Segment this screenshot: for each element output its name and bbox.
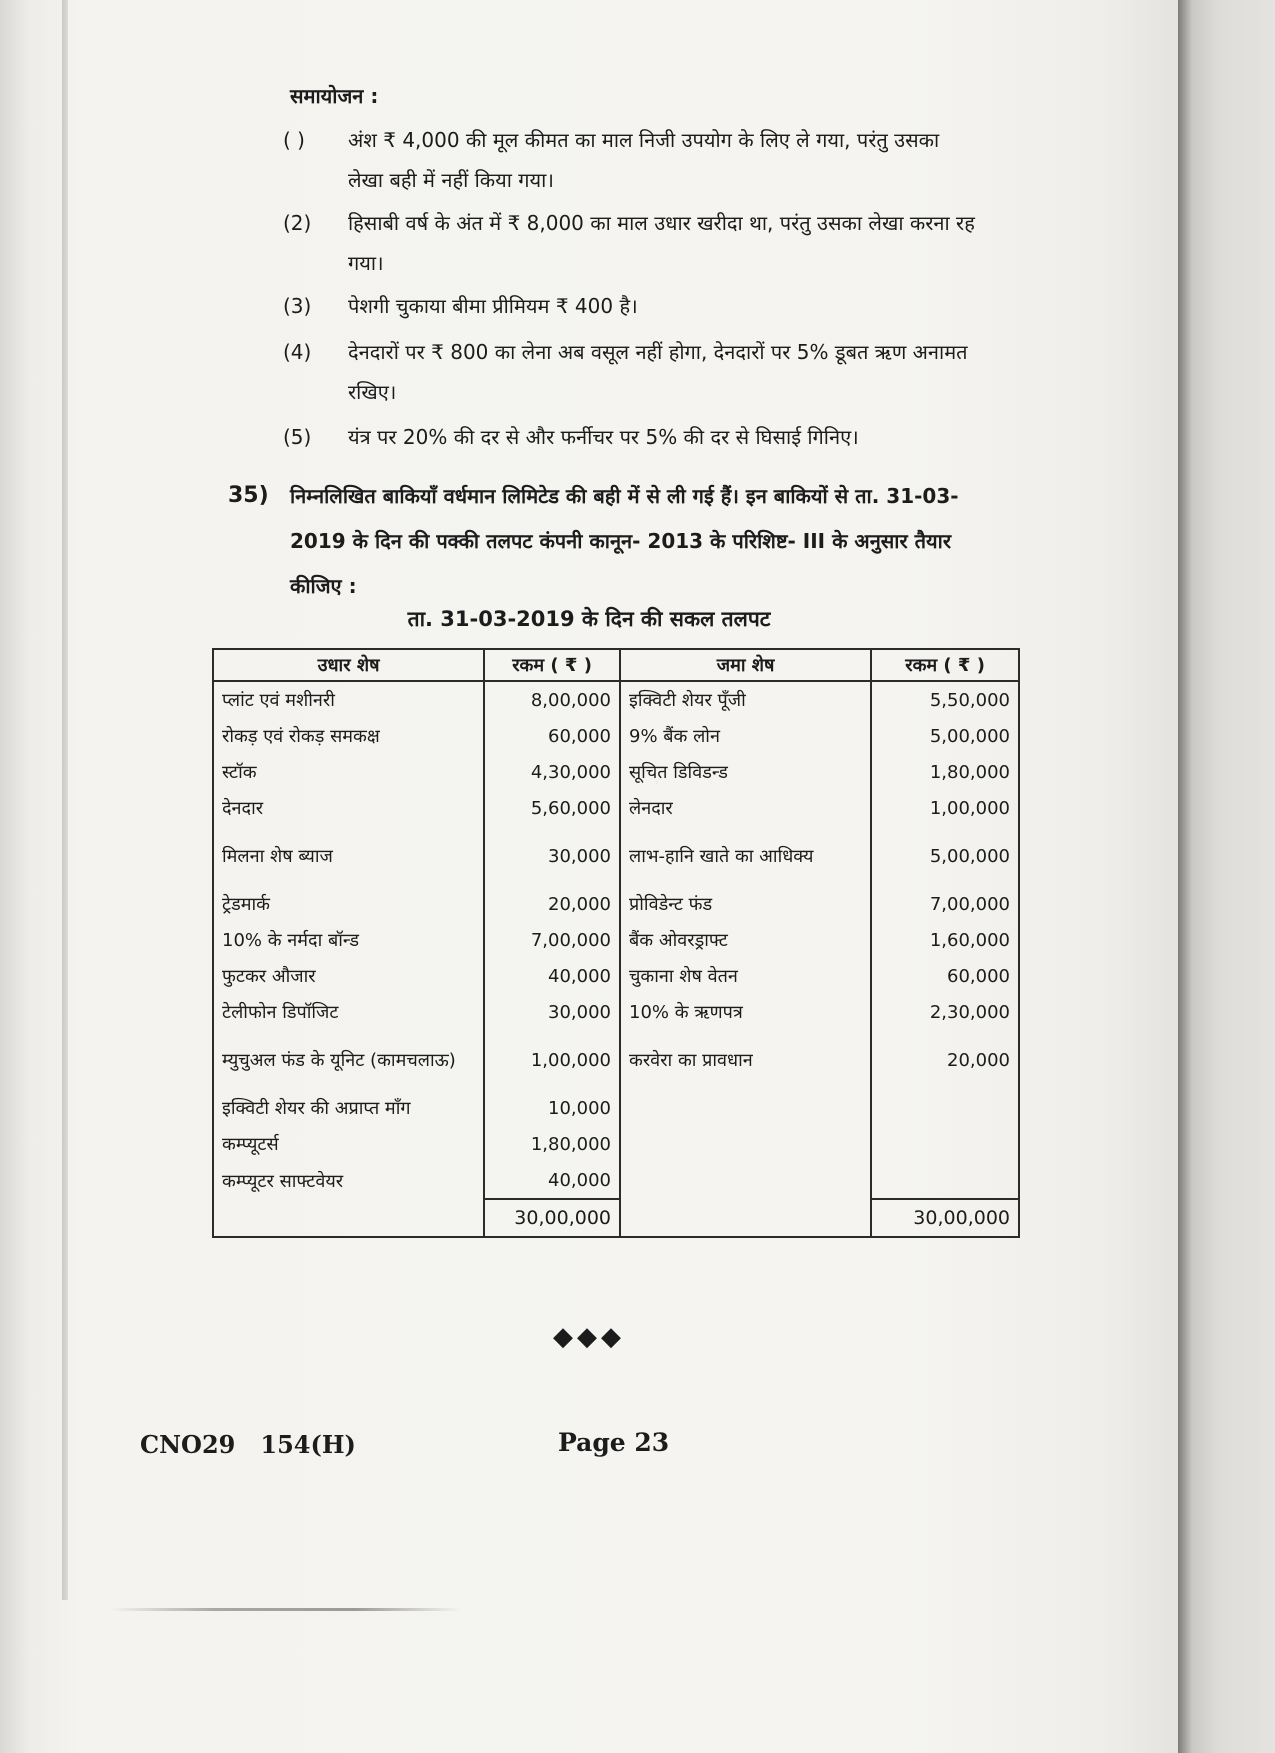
debit-item: मिलना शेष ब्याज — [213, 826, 484, 886]
debit-amount: 4,30,000 — [484, 754, 620, 790]
credit-amount: 1,00,000 — [871, 790, 1019, 826]
adjustment-text: अंश ₹ 4,000 की मूल कीमत का माल निजी उपयोग के लिए ले गया, परंतु उसका लेखा बही में नहीं किया गया। — [348, 128, 940, 192]
table-row — [213, 994, 1019, 1030]
debit-amount: 30,000 — [484, 826, 620, 886]
total-credit: 30,00,000 — [871, 1199, 1019, 1237]
adjustment-number: (2) — [283, 211, 312, 235]
binding-shadow — [62, 0, 68, 1600]
total-blank-cell — [620, 1199, 871, 1237]
table-row — [213, 681, 1019, 718]
table-title: ता. 31-03-2019 के दिन की सकल तलपट — [407, 607, 771, 631]
debit-amount: 20,000 — [484, 886, 620, 922]
table-row — [213, 1162, 1019, 1199]
page-number: Page 23 — [558, 1428, 670, 1457]
debit-item: रोकड़ एवं रोकड़ समकक्ष — [213, 718, 484, 754]
credit-amount: 1,80,000 — [871, 754, 1019, 790]
page-edge-shadow — [1178, 0, 1275, 1753]
table-row — [213, 886, 1019, 922]
separator-diamonds: ◆◆◆ — [553, 1322, 625, 1352]
credit-amount — [871, 1126, 1019, 1162]
trial-balance-table — [212, 648, 1020, 1238]
credit-item — [620, 1090, 871, 1126]
credit-item: लेनदार — [620, 790, 871, 826]
header-debit: उधार शेष — [213, 649, 484, 681]
adjustment-text: यंत्र पर 20% की दर से और फर्नीचर पर 5% की दर से घिसाई गिनिए। — [348, 425, 859, 449]
debit-amount: 1,80,000 — [484, 1126, 620, 1162]
table-row — [213, 1030, 1019, 1090]
debit-amount: 40,000 — [484, 1162, 620, 1199]
adjustment-number: (3) — [283, 294, 312, 318]
table-total-row — [213, 1199, 1019, 1237]
adjustment-text: देनदारों पर ₹ 800 का लेना अब वसूल नहीं होगा, देनदारों पर 5% डूबत ऋण अनामत रखिए। — [348, 340, 968, 404]
credit-item: बैंक ओवरड्राफ्ट — [620, 922, 871, 958]
debit-item: म्युचुअल फंड के यूनिट (कामचलाऊ) — [213, 1030, 484, 1090]
debit-amount: 8,00,000 — [484, 681, 620, 718]
bottom-smudge-line — [110, 1608, 460, 1611]
debit-amount: 5,60,000 — [484, 790, 620, 826]
debit-amount: 7,00,000 — [484, 922, 620, 958]
debit-item: कम्प्यूटर्स — [213, 1126, 484, 1162]
question-number: 35) — [228, 483, 269, 508]
credit-item — [620, 1126, 871, 1162]
debit-amount: 10,000 — [484, 1090, 620, 1126]
credit-amount: 1,60,000 — [871, 922, 1019, 958]
paper-code: CNO29 154(H) — [140, 1430, 356, 1459]
debit-item: प्लांट एवं मशीनरी — [213, 681, 484, 718]
debit-amount: 60,000 — [484, 718, 620, 754]
credit-item: इक्विटी शेयर पूँजी — [620, 681, 871, 718]
table-row — [213, 922, 1019, 958]
table-row — [213, 1126, 1019, 1162]
debit-amount: 30,000 — [484, 994, 620, 1030]
credit-item: 10% के ऋणपत्र — [620, 994, 871, 1030]
total-debit: 30,00,000 — [484, 1199, 620, 1237]
credit-item: प्रोविडेन्ट फंड — [620, 886, 871, 922]
credit-item — [620, 1162, 871, 1199]
table-row — [213, 1090, 1019, 1126]
adjustment-number: ( ) — [283, 128, 305, 152]
debit-amount: 1,00,000 — [484, 1030, 620, 1090]
table-row — [213, 958, 1019, 994]
debit-item: देनदार — [213, 790, 484, 826]
credit-amount: 2,30,000 — [871, 994, 1019, 1030]
debit-item: स्टॉक — [213, 754, 484, 790]
debit-item: टेलीफोन डिपॉजिट — [213, 994, 484, 1030]
credit-amount: 5,00,000 — [871, 826, 1019, 886]
credit-item: चुकाना शेष वेतन — [620, 958, 871, 994]
debit-item: फुटकर औजार — [213, 958, 484, 994]
credit-item: लाभ-हानि खाते का आधिक्य — [620, 826, 871, 886]
credit-item: सूचित डिविडन्ड — [620, 754, 871, 790]
credit-amount: 20,000 — [871, 1030, 1019, 1090]
debit-item: कम्प्यूटर साफ्टवेयर — [213, 1162, 484, 1199]
adjustment-number: (5) — [283, 425, 312, 449]
debit-item: ट्रेडमार्क — [213, 886, 484, 922]
adjustments-heading: समायोजन : — [290, 84, 379, 108]
credit-item: करवेरा का प्रावधान — [620, 1030, 871, 1090]
header-credit: जमा शेष — [620, 649, 871, 681]
adjustment-text: हिसाबी वर्ष के अंत में ₹ 8,000 का माल उधार खरीदा था, परंतु उसका लेखा करना रह गया। — [348, 211, 975, 275]
credit-amount — [871, 1162, 1019, 1199]
adjustment-number: (4) — [283, 340, 312, 364]
credit-amount: 5,50,000 — [871, 681, 1019, 718]
credit-item: 9% बैंक लोन — [620, 718, 871, 754]
credit-amount: 7,00,000 — [871, 886, 1019, 922]
table-row — [213, 826, 1019, 886]
header-debit-amount: रकम ( ₹ ) — [484, 649, 620, 681]
total-blank-cell — [213, 1199, 484, 1237]
debit-item: इक्विटी शेयर की अप्राप्त माँग — [213, 1090, 484, 1126]
debit-amount: 40,000 — [484, 958, 620, 994]
credit-amount: 5,00,000 — [871, 718, 1019, 754]
credit-amount: 60,000 — [871, 958, 1019, 994]
table-row — [213, 718, 1019, 754]
credit-amount — [871, 1090, 1019, 1126]
question-text: निम्नलिखित बाकियाँ वर्धमान लिमिटेड की बही में से ली गई हैं। इन बाकियों से ता. 31-03-2019 के दिन की पक्की तलपट कंपनी कानून- 2013 के परिशिष्ट- III के अनुसार तैयार कीजिए : — [290, 484, 959, 598]
debit-item: 10% के नर्मदा बॉन्ड — [213, 922, 484, 958]
table-header-row — [213, 649, 1019, 681]
header-credit-amount: रकम ( ₹ ) — [871, 649, 1019, 681]
table-row — [213, 754, 1019, 790]
adjustment-text: पेशगी चुकाया बीमा प्रीमियम ₹ 400 है। — [348, 294, 638, 318]
table-row — [213, 790, 1019, 826]
